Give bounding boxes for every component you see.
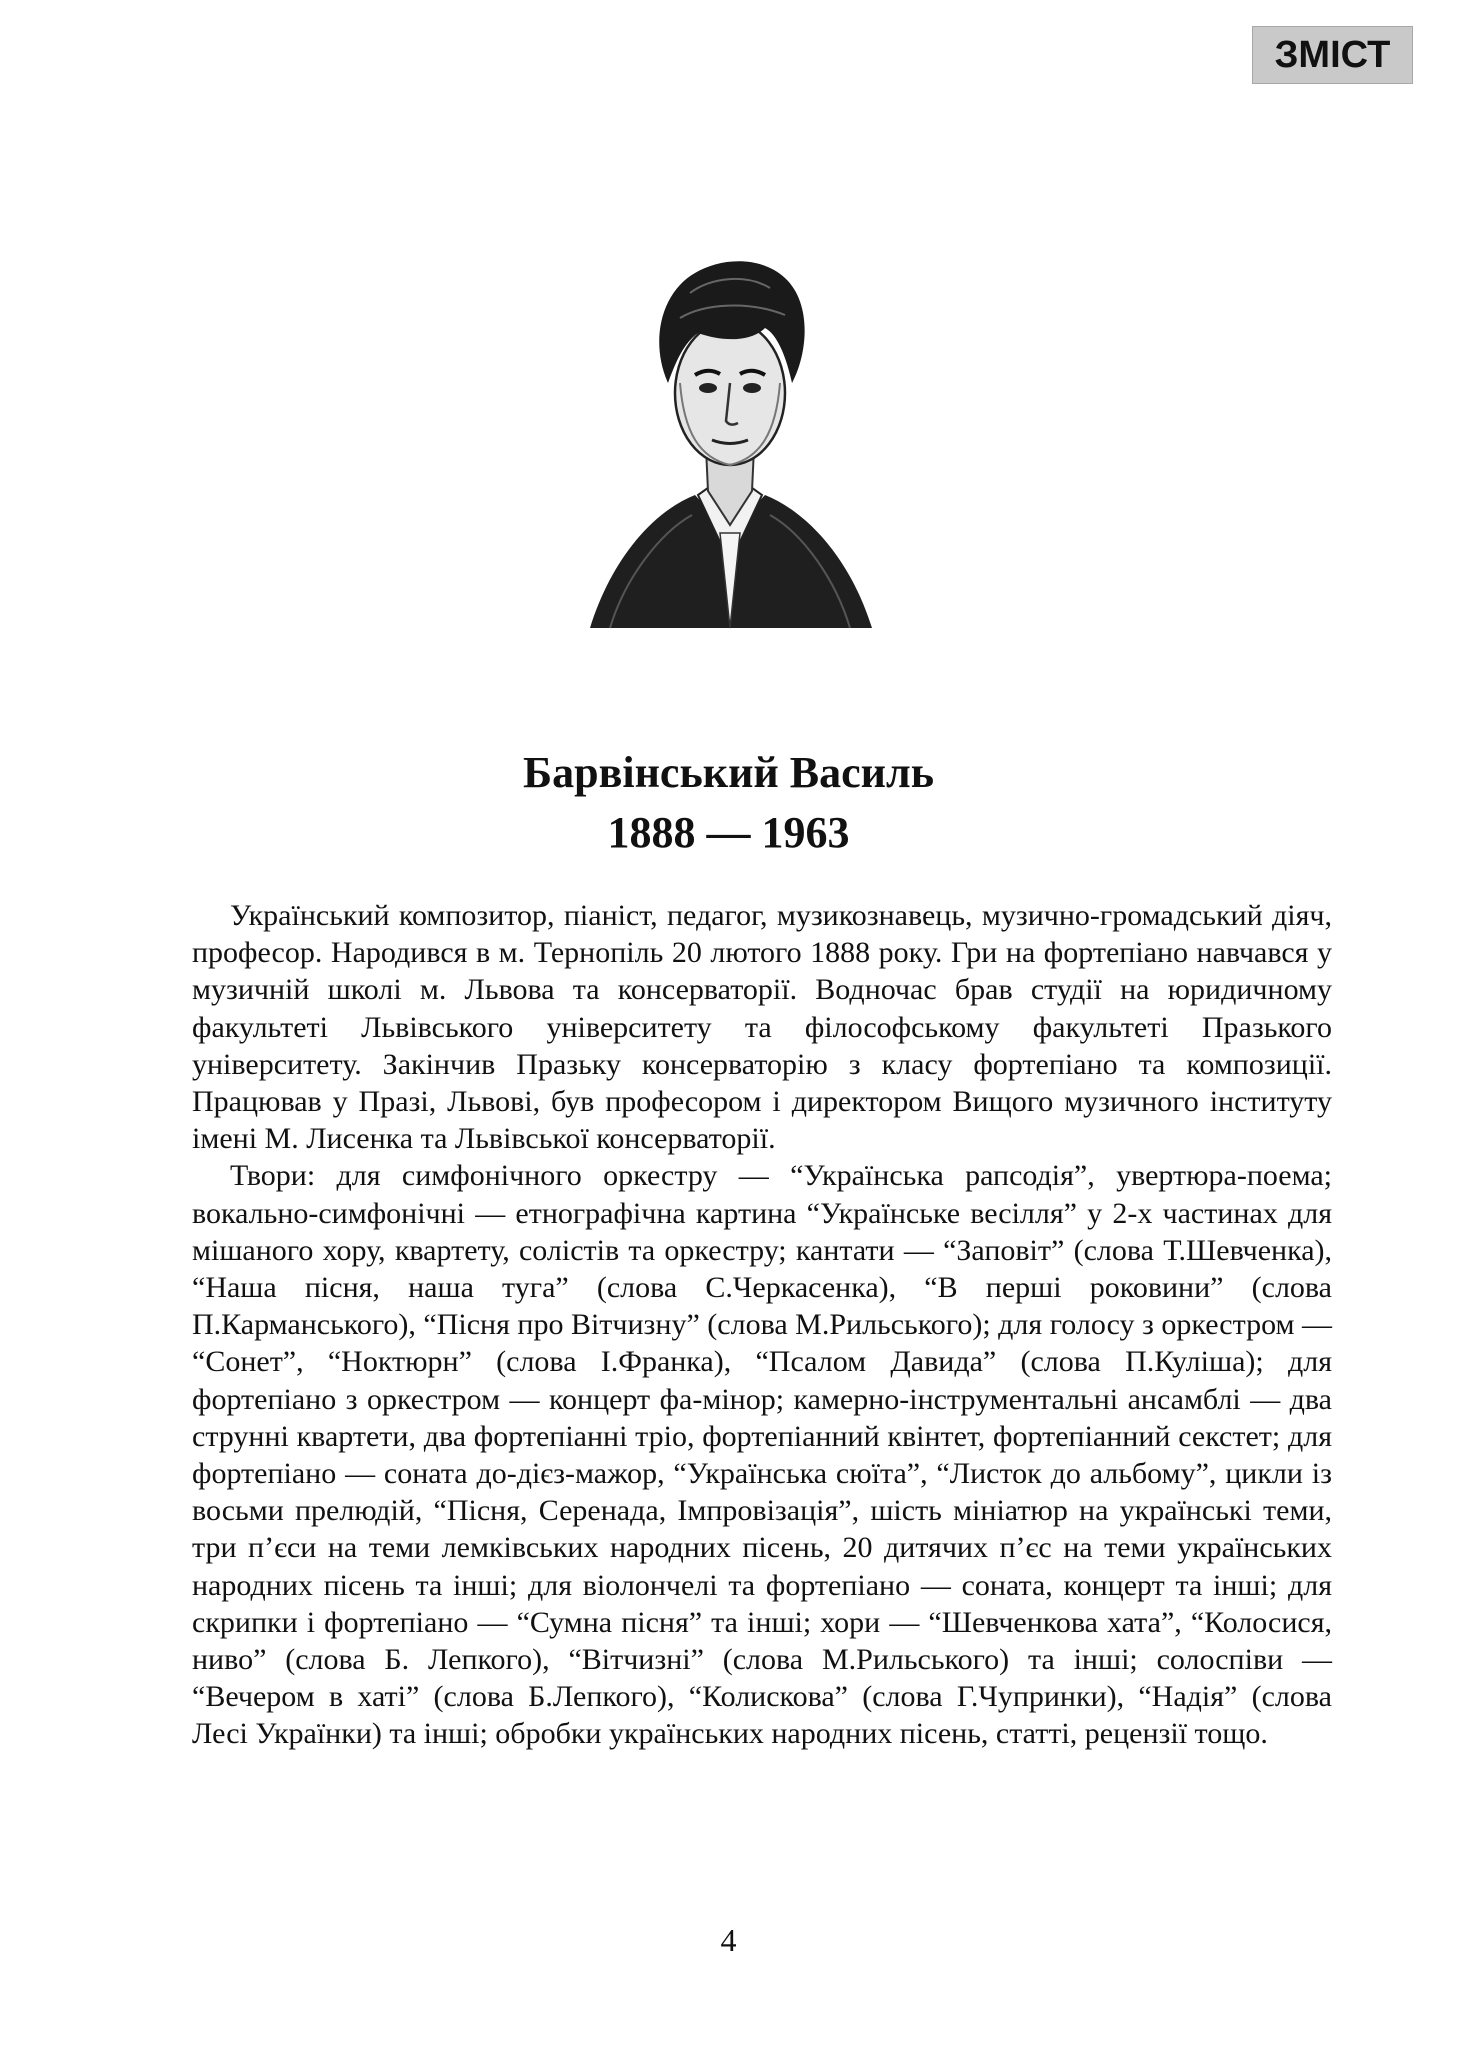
- portrait-engraving-icon: [580, 233, 880, 633]
- page-number: 4: [720, 1922, 737, 1958]
- composer-years: 1888 — 1963: [607, 808, 850, 857]
- biography: [192, 897, 1332, 1753]
- portrait-illustration: [580, 233, 880, 633]
- bio-paragraph: Український композитор, піаніст, педагог, музикознавець, музично-громадський діяч, професор. Народився в м. Тернопіль 20 лютого 1888 року. Гри на фортепіано навчався у музичній школі м. Львова та консерваторії. Водночас брав студії на юридичному факультеті Львівського університету та філософському факультеті Празького університету. Закінчив Празьку консерваторію з класу фортепіано та композиції. Працював у Празі, Львові, був професором і директором Вищого музичного інституту імені М. Лисенка та Львівської консерваторії.: [192, 899, 1332, 1156]
- composer-name: Барвінський Василь: [523, 748, 934, 797]
- toc-button[interactable]: ЗМІСТ: [1252, 26, 1413, 84]
- works-paragraph: Твори: для симфонічного оркестру — “Українська рапсодія”, увертюра-поема; вокально-симфонічні — етнографічна картина “Українське весілля” у 2-х частинах для мішаного хору, квартету, солістів та оркестру; кантати — “Заповіт” (слова Т.Шевченка), “Наша пісня, наша туга” (слова С.Черкасенка), “В перші роковини” (слова П.Карманського), “Пісня про Вітчизну” (слова М.Рильського); для голосу з оркестром — “Сонет”, “Ноктюрн” (слова І.Франка), “Псалом Давида” (слова П.Куліша); для фортепіано з оркестром — концерт фа-мінор; камерно-інструментальні ансамблі — два струнні квартети, два фортепіанні тріо, фортепіанний квінтет, фортепіанний секстет; для фортепіано — соната до-дієз-мажор, “Українська сюїта”, “Листок до альбому”, цикли із восьми прелюдій, “Пісня, Серенада, Імпровізація”, шість мініатюр на українські теми, три п’єси на теми лемківських народних пісень, 20 дитячих п’єс на теми українських народних пісень та інші; для віолончелі та фортепіано — соната, концерт та інші; для скрипки і фортепіано — “Сумна пісня” та інші; хори — “Шевченкова хата”, “Колосися, ниво” (слова Б. Лепкого), “Вітчизні” (слова М.Рильського) та інші; солоспіви — “Вечером в хаті” (слова Б.Лепкого), “Колискова” (слова Г.Чупринки), “Надія” (слова Лесі Українки) та інші; обробки українських народних пісень, статті, рецензії тощо.: [192, 1159, 1332, 1751]
